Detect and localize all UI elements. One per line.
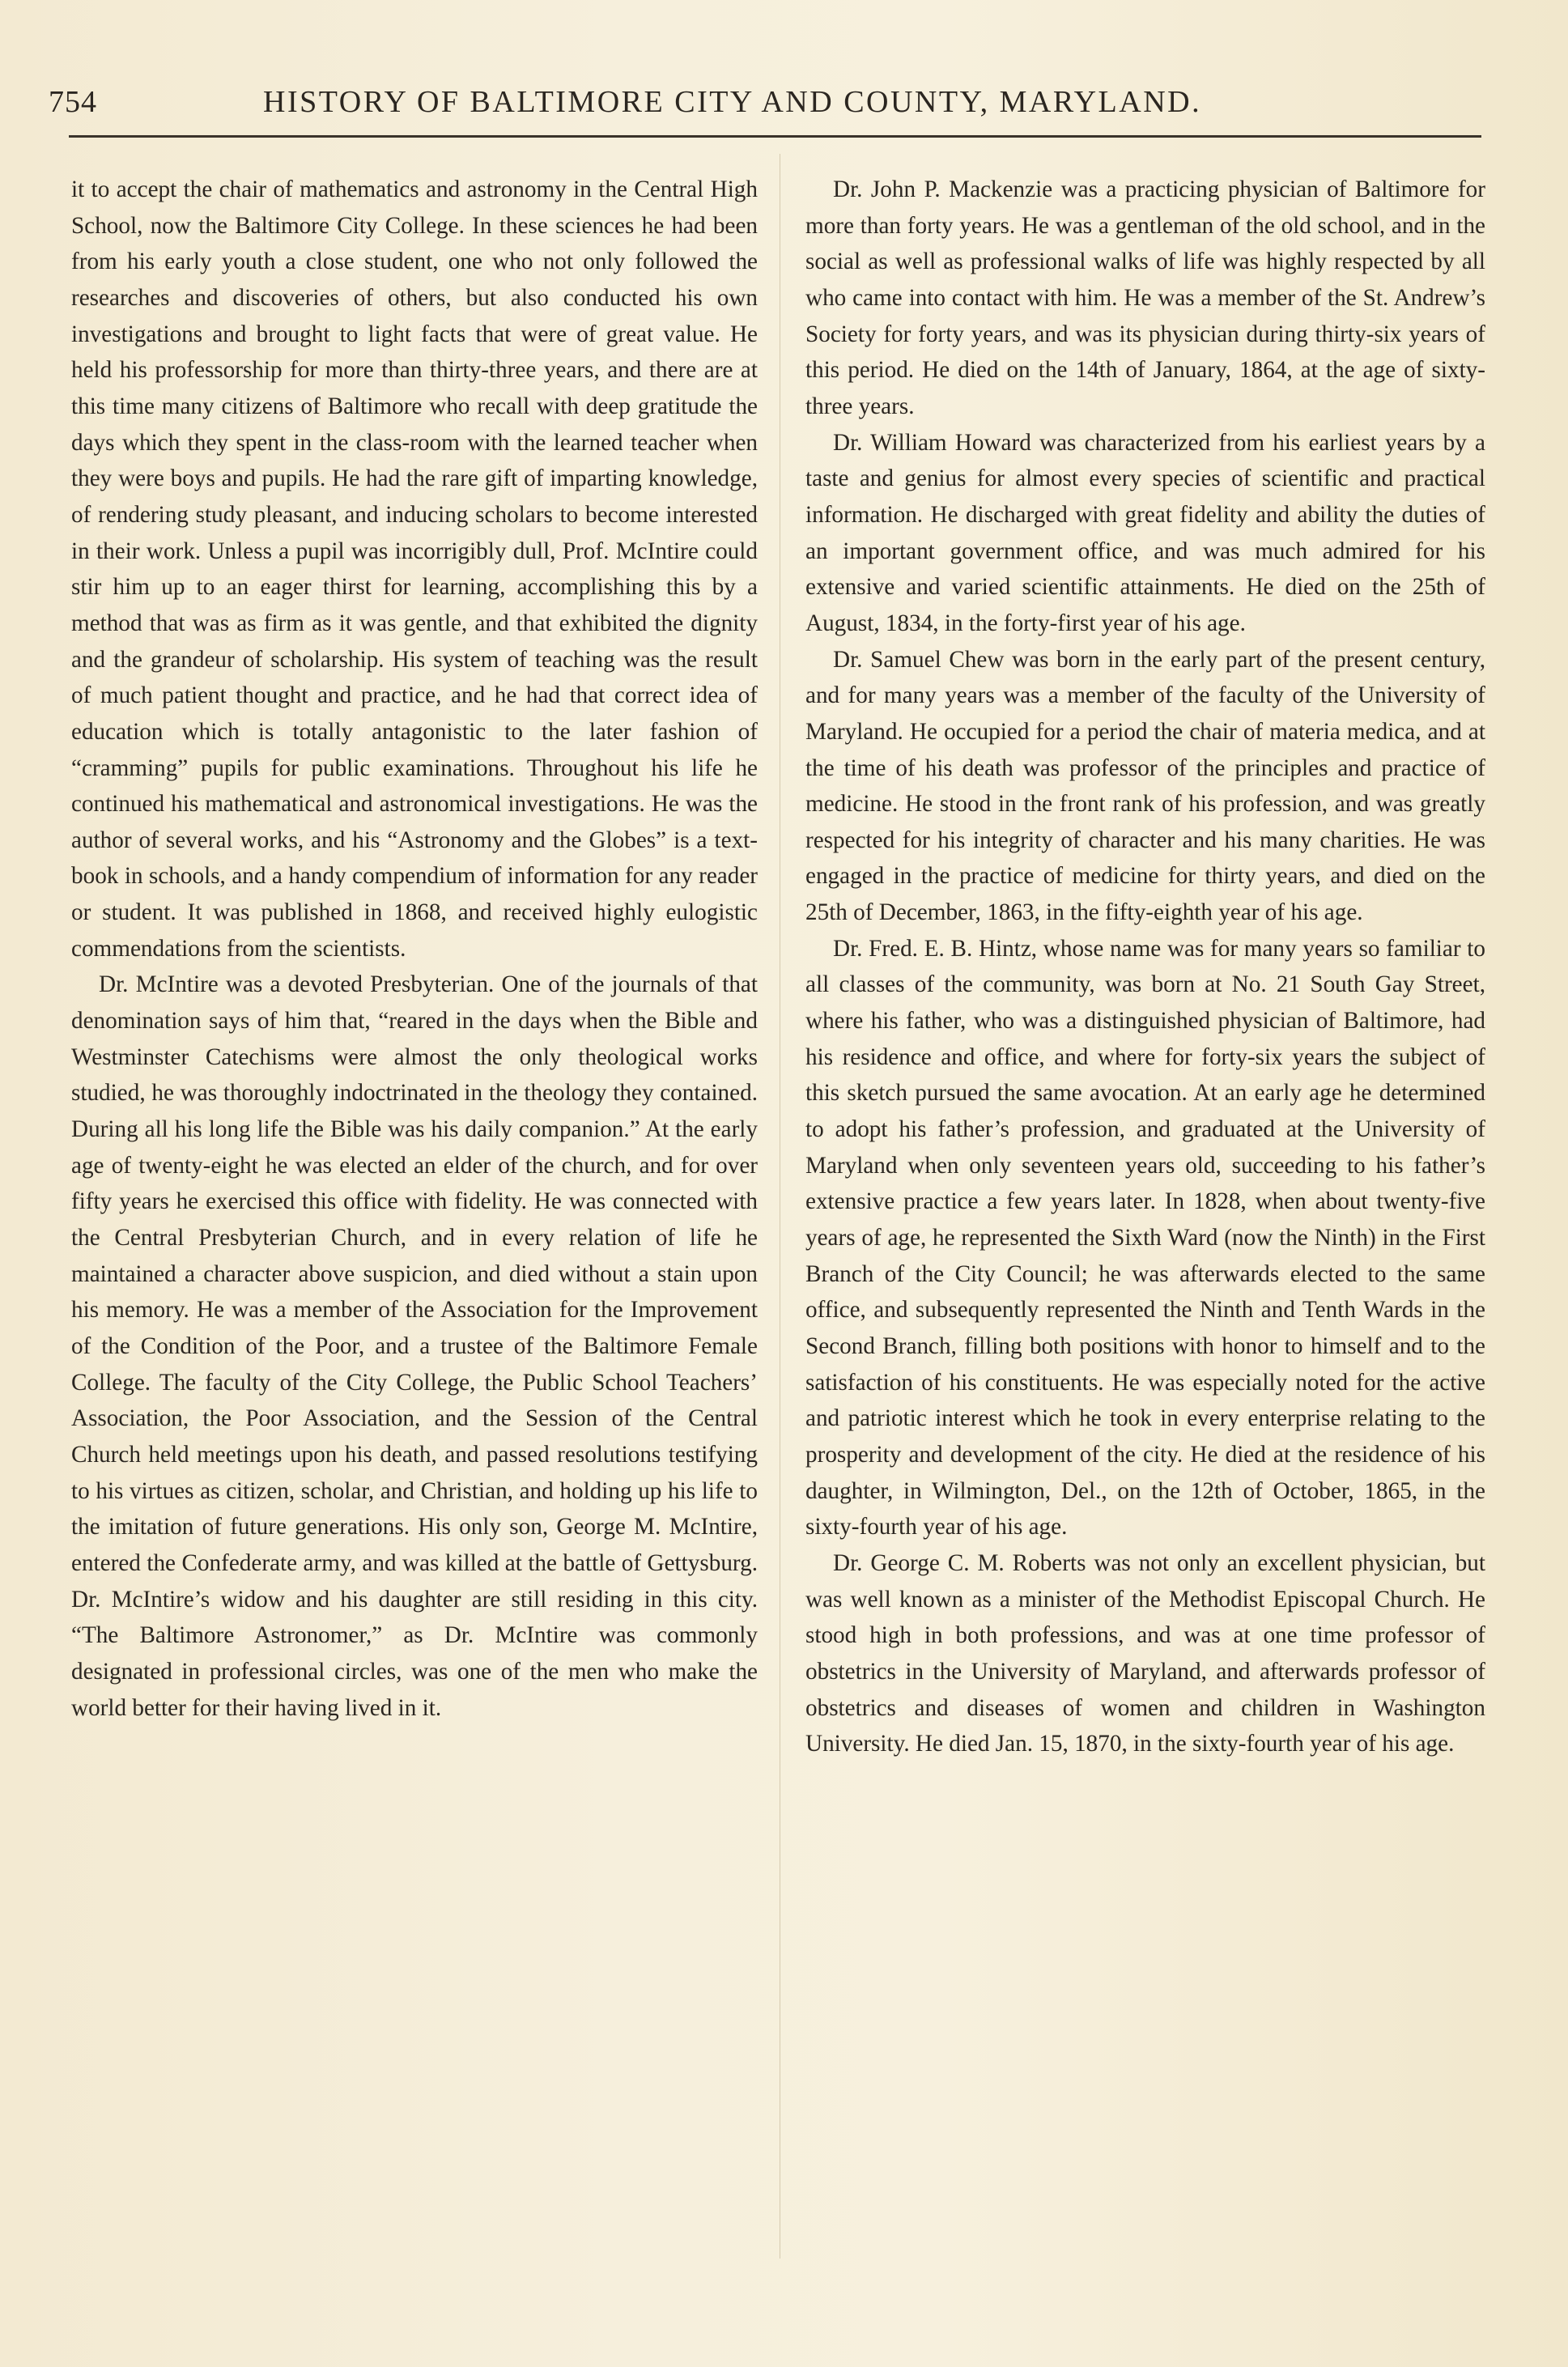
paragraph: Dr. William Howard was characterized from his earliest years by a taste and genius for almost every species of scientific and practical information. He discharged with great fidelity and ability the duties of an important government office, and was much admired for his extensive and varied scientific attainments. He died on the 25th of August, 1834, in the forty-first year of his age. — [805, 429, 1485, 636]
left-column — [71, 172, 758, 1726]
paragraph: Dr. John P. Mackenzie was a practicing physician of Baltimore for more than forty years. He was a gentleman of the old school, and in the social as well as professional walks of life was highly respected by all who came into contact with him. He was a member of the St. Andrew’s Society for forty years, and was its physician during thirty-six years of this period. He died on the 14th of January, 1864, at the age of sixty-three years. — [805, 176, 1485, 419]
page-number: 754 — [49, 85, 97, 119]
paragraph: Dr. Samuel Chew was born in the early part of the present century, and for many years was a member of the faculty of the University of Maryland. He occupied for a period the chair of materia medica, and at the time of his death was professor of the principles and practice of medicine. He stood in the front rank of his profession, and was greatly respected for his integrity of character and his many charities. He was engaged in the practice of medicine for thirty years, and died on the 25th of December, 1863, in the fifty-eighth year of his age. — [805, 646, 1485, 926]
paragraph: Dr. George C. M. Roberts was not only an excellent physician, but was well known as a minister of the Methodist Episcopal Church. He stood high in both professions, and was at one time professor of obstetrics in the University of Maryland, and afterwards professor of obstetrics and diseases of women and children in Washington University. He died Jan. 15, 1870, in the sixty-fourth year of his age. — [805, 1549, 1485, 1757]
right-column — [805, 172, 1485, 1762]
header-rule — [69, 135, 1481, 138]
paragraph: Dr. McIntire was a devoted Presbyterian. One of the journals of that denomination says of him that, “reared in the days when the Bible and Westminster Catechisms were almost the only theological works studied, he was thoroughly indoctrinated in the theology they contained. During all his long life the Bible was his daily companion.” At the early age of twenty-eight he was elected an elder of the church, and for over fifty years he exercised this office with fidelity. He was connected with the Central Presbyterian Church, and in every relation of life he maintained a character above suspicion, and died without a stain upon his memory. He was a member of the Association for the Improvement of the Condition of the Poor, and a trustee of the Baltimore Female College. The faculty of the City College, the Public School Teachers’ Association, the Poor Association, and the Session of the Central Church held meetings upon his death, and passed resolutions testifying to his virtues as citizen, scholar, and Christian, and holding up his life to the imitation of future generations. His only son, George M. McIntire, entered the Confederate army, and was killed at the battle of Gettysburg. Dr. McIntire’s widow and his daughter are still residing in this city. “The Baltimore Astronomer,” as Dr. McIntire was commonly designated in professional circles, was one of the men who make the world better for their having lived in it. — [71, 971, 758, 1721]
paragraph: it to accept the chair of mathematics and astronomy in the Central High School, now the Baltimore City College. In these sciences he had been from his early youth a close student, one who not only followed the researches and discoveries of others, but also conducted his own investigations and brought to light facts that were of great value. He held his professorship for more than thirty-three years, and there are at this time many citizens of Baltimore who recall with deep gratitude the days which they spent in the class-room with the learned teacher when they were boys and pupils. He had the rare gift of imparting knowledge, of rendering study pleasant, and inducing scholars to become interested in their work. Unless a pupil was incorrigibly dull, Prof. McIntire could stir him up to an eager thirst for learning, accomplishing this by a method that was as firm as it was gentle, and that exhibited the dignity and the grandeur of scholarship. His system of teaching was the result of much patient thought and practice, and he had that correct idea of education which is totally antagonistic to the later fashion of “cramming” pupils for public examinations. Throughout his life he continued his mathematical and astronomical investigations. He was the author of several works, and his “Astronomy and the Globes” is a text-book in schools, and a handy compendium of information for any reader or student. It was published in 1868, and received highly eulogistic commendations from the scientists. — [71, 176, 758, 962]
page-header — [49, 84, 1481, 133]
running-head: HISTORY OF BALTIMORE CITY AND COUNTY, MARYLAND. — [263, 85, 1202, 119]
paragraph: Dr. Fred. E. B. Hintz, whose name was for many years so familiar to all classes of the community, was born at No. 21 South Gay Street, where his father, who was a distinguished physician of Baltimore, had his residence and office, and where for forty-six years the subject of this sketch pursued the same avocation. At an early age he determined to adopt his father’s profession, and graduated at the University of Maryland when only seventeen years old, succeeding to his father’s extensive practice a few years later. In 1828, when about twenty-five years of age, he represented the Sixth Ward (now the Ninth) in the First Branch of the City Council; he was afterwards elected to the same office, and subsequently represented the Ninth and Tenth Wards in the Second Branch, filling both positions with honor to himself and to the satisfaction of his constituents. He was especially noted for the active and patriotic interest which he took in every enterprise relating to the prosperity and development of the city. He died at the residence of his daughter, in Wilmington, Del., on the 12th of October, 1865, in the sixty-fourth year of his age. — [805, 935, 1485, 1540]
